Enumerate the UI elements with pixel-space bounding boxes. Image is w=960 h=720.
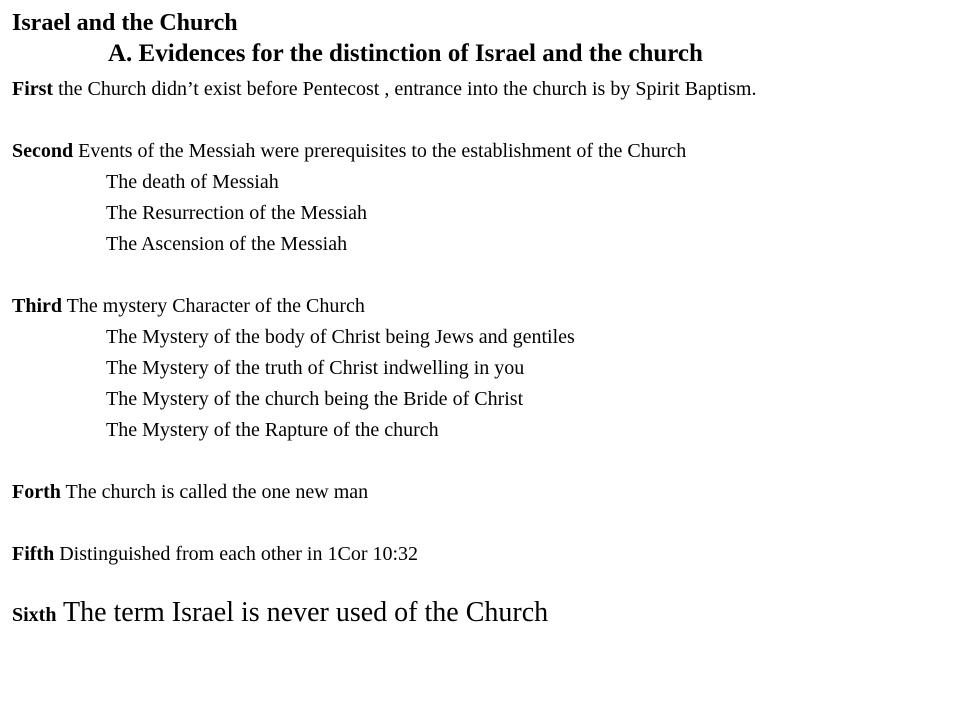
point-sixth	[12, 595, 948, 633]
second-sub-item: The Ascension of the Messiah	[106, 233, 348, 255]
point-third	[12, 291, 948, 322]
point-third-lead: Third	[12, 295, 63, 317]
third-sub-item: The Mystery of the Rapture of the church	[106, 419, 439, 441]
third-sub-item: The Mystery of the truth of Christ indwelling in you	[106, 357, 525, 379]
point-third-text: The mystery Character of the Church	[62, 295, 365, 317]
third-sub-item: The Mystery of the church being the Bride of Christ	[106, 388, 524, 410]
slide-title: Israel and the Church	[12, 10, 238, 36]
slide-content	[12, 8, 948, 633]
point-sixth-lead: Sixth	[12, 604, 57, 626]
point-forth-lead: Forth	[12, 481, 61, 503]
point-fifth-text: Distinguished from each other in 1Cor 10:32	[54, 543, 419, 565]
point-fifth-lead: Fifth	[12, 543, 55, 565]
point-first-text: the Church didn’t exist before Pentecost , entrance into the church is by Spirit Baptism.	[53, 78, 757, 100]
point-second-lead: Second	[12, 140, 74, 162]
point-first-lead: First	[12, 78, 54, 100]
point-second-text: Events of the Messiah were prerequisites to the establishment of the Church	[73, 140, 687, 162]
point-fifth	[12, 539, 948, 570]
slide-subtitle: A. Evidences for the distinction of Israel and the church	[108, 40, 703, 67]
second-sub-item: The Resurrection of the Messiah	[106, 202, 368, 224]
point-forth-text: The church is called the one new man	[60, 481, 369, 503]
point-forth	[12, 477, 948, 508]
point-sixth-text: The term Israel is never used of the Church	[56, 597, 549, 628]
point-second	[12, 136, 948, 167]
third-sub-item: The Mystery of the body of Christ being Jews and gentiles	[106, 326, 575, 348]
second-sub-item: The death of Messiah	[106, 171, 279, 193]
point-first	[12, 74, 948, 105]
